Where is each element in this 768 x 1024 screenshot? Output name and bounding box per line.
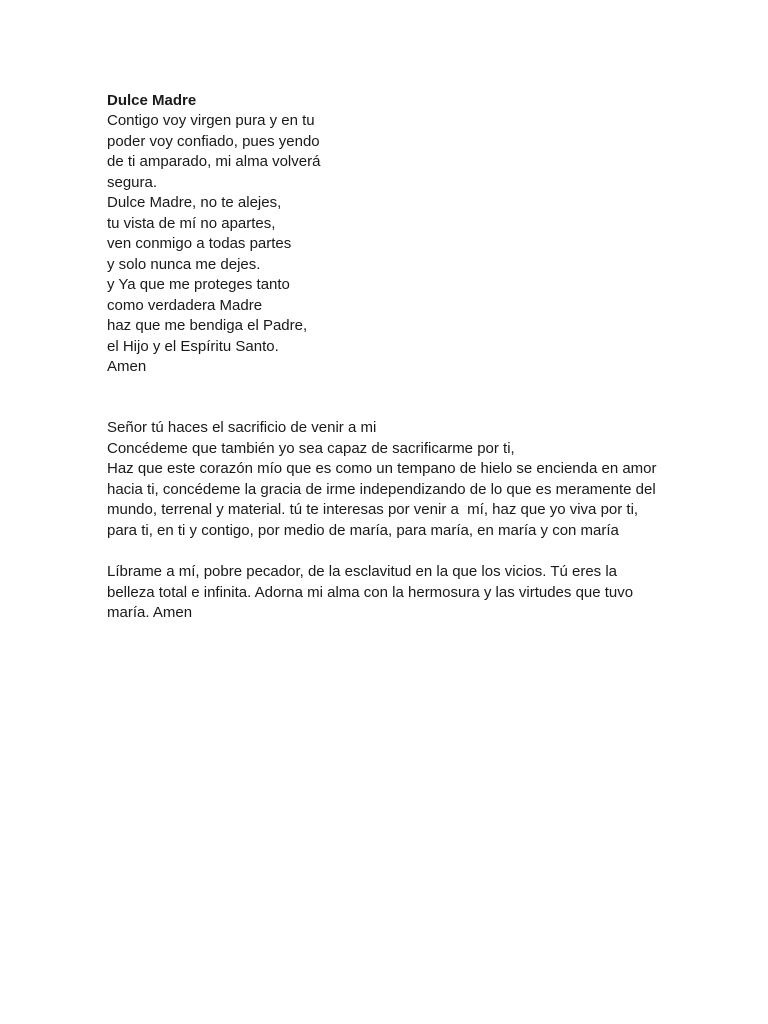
prayer-line: hacia ti, concédeme la gracia de irme independizando de lo que es meramente del — [107, 480, 656, 498]
prayer-line: belleza total e infinita. Adorna mi alma con la hermosura y las virtudes que tuvo — [107, 583, 634, 601]
prayer-paragraph-2 — [107, 562, 633, 624]
poem-line: tu vista de mí no apartes, — [107, 214, 276, 232]
poem-line: el Hijo y el Espíritu Santo. — [107, 337, 279, 355]
poem-line: y solo nunca me dejes. — [107, 255, 261, 273]
poem-line: y Ya que me proteges tanto — [107, 276, 290, 293]
prayer-line: Concédeme que también yo sea capaz de sacrificarme por ti, — [107, 439, 515, 457]
prayer-line: maría. Amen — [107, 604, 193, 621]
poem-line: poder voy confiado, pues yendo — [107, 132, 320, 150]
prayer-line: mundo, terrenal y material. tú te interesas por venir a mí, haz que yo viva por ti, — [107, 501, 639, 518]
poem-line: como verdadera Madre — [107, 296, 263, 314]
poem-line: Contigo voy virgen pura y en tu — [107, 112, 315, 129]
poem-text — [107, 111, 320, 378]
poem-line: Dulce Madre, no te alejes, — [107, 194, 282, 211]
poem-line: segura. — [107, 173, 158, 191]
prayer-line: para ti, en ti y contigo, por medio de maría, para maría, en maría y con maría — [107, 521, 619, 539]
prayer-line: Líbrame a mí, pobre pecador, de la esclavitud en la que los vicios. Tú eres la — [107, 563, 618, 580]
poem-line: de ti amparado, mi alma volverá — [107, 153, 321, 170]
prayer-paragraph-1 — [107, 418, 657, 541]
prayer-line: Haz que este corazón mío que es como un tempano de hielo se encienda en amor — [107, 460, 657, 477]
prayer-line: Señor tú haces el sacrificio de venir a mi — [107, 419, 377, 436]
poem-line: haz que me bendiga el Padre, — [107, 317, 308, 334]
document-title: Dulce Madre — [107, 92, 197, 109]
poem-line: Amen — [107, 358, 147, 375]
poem-line: ven conmigo a todas partes — [107, 235, 292, 252]
